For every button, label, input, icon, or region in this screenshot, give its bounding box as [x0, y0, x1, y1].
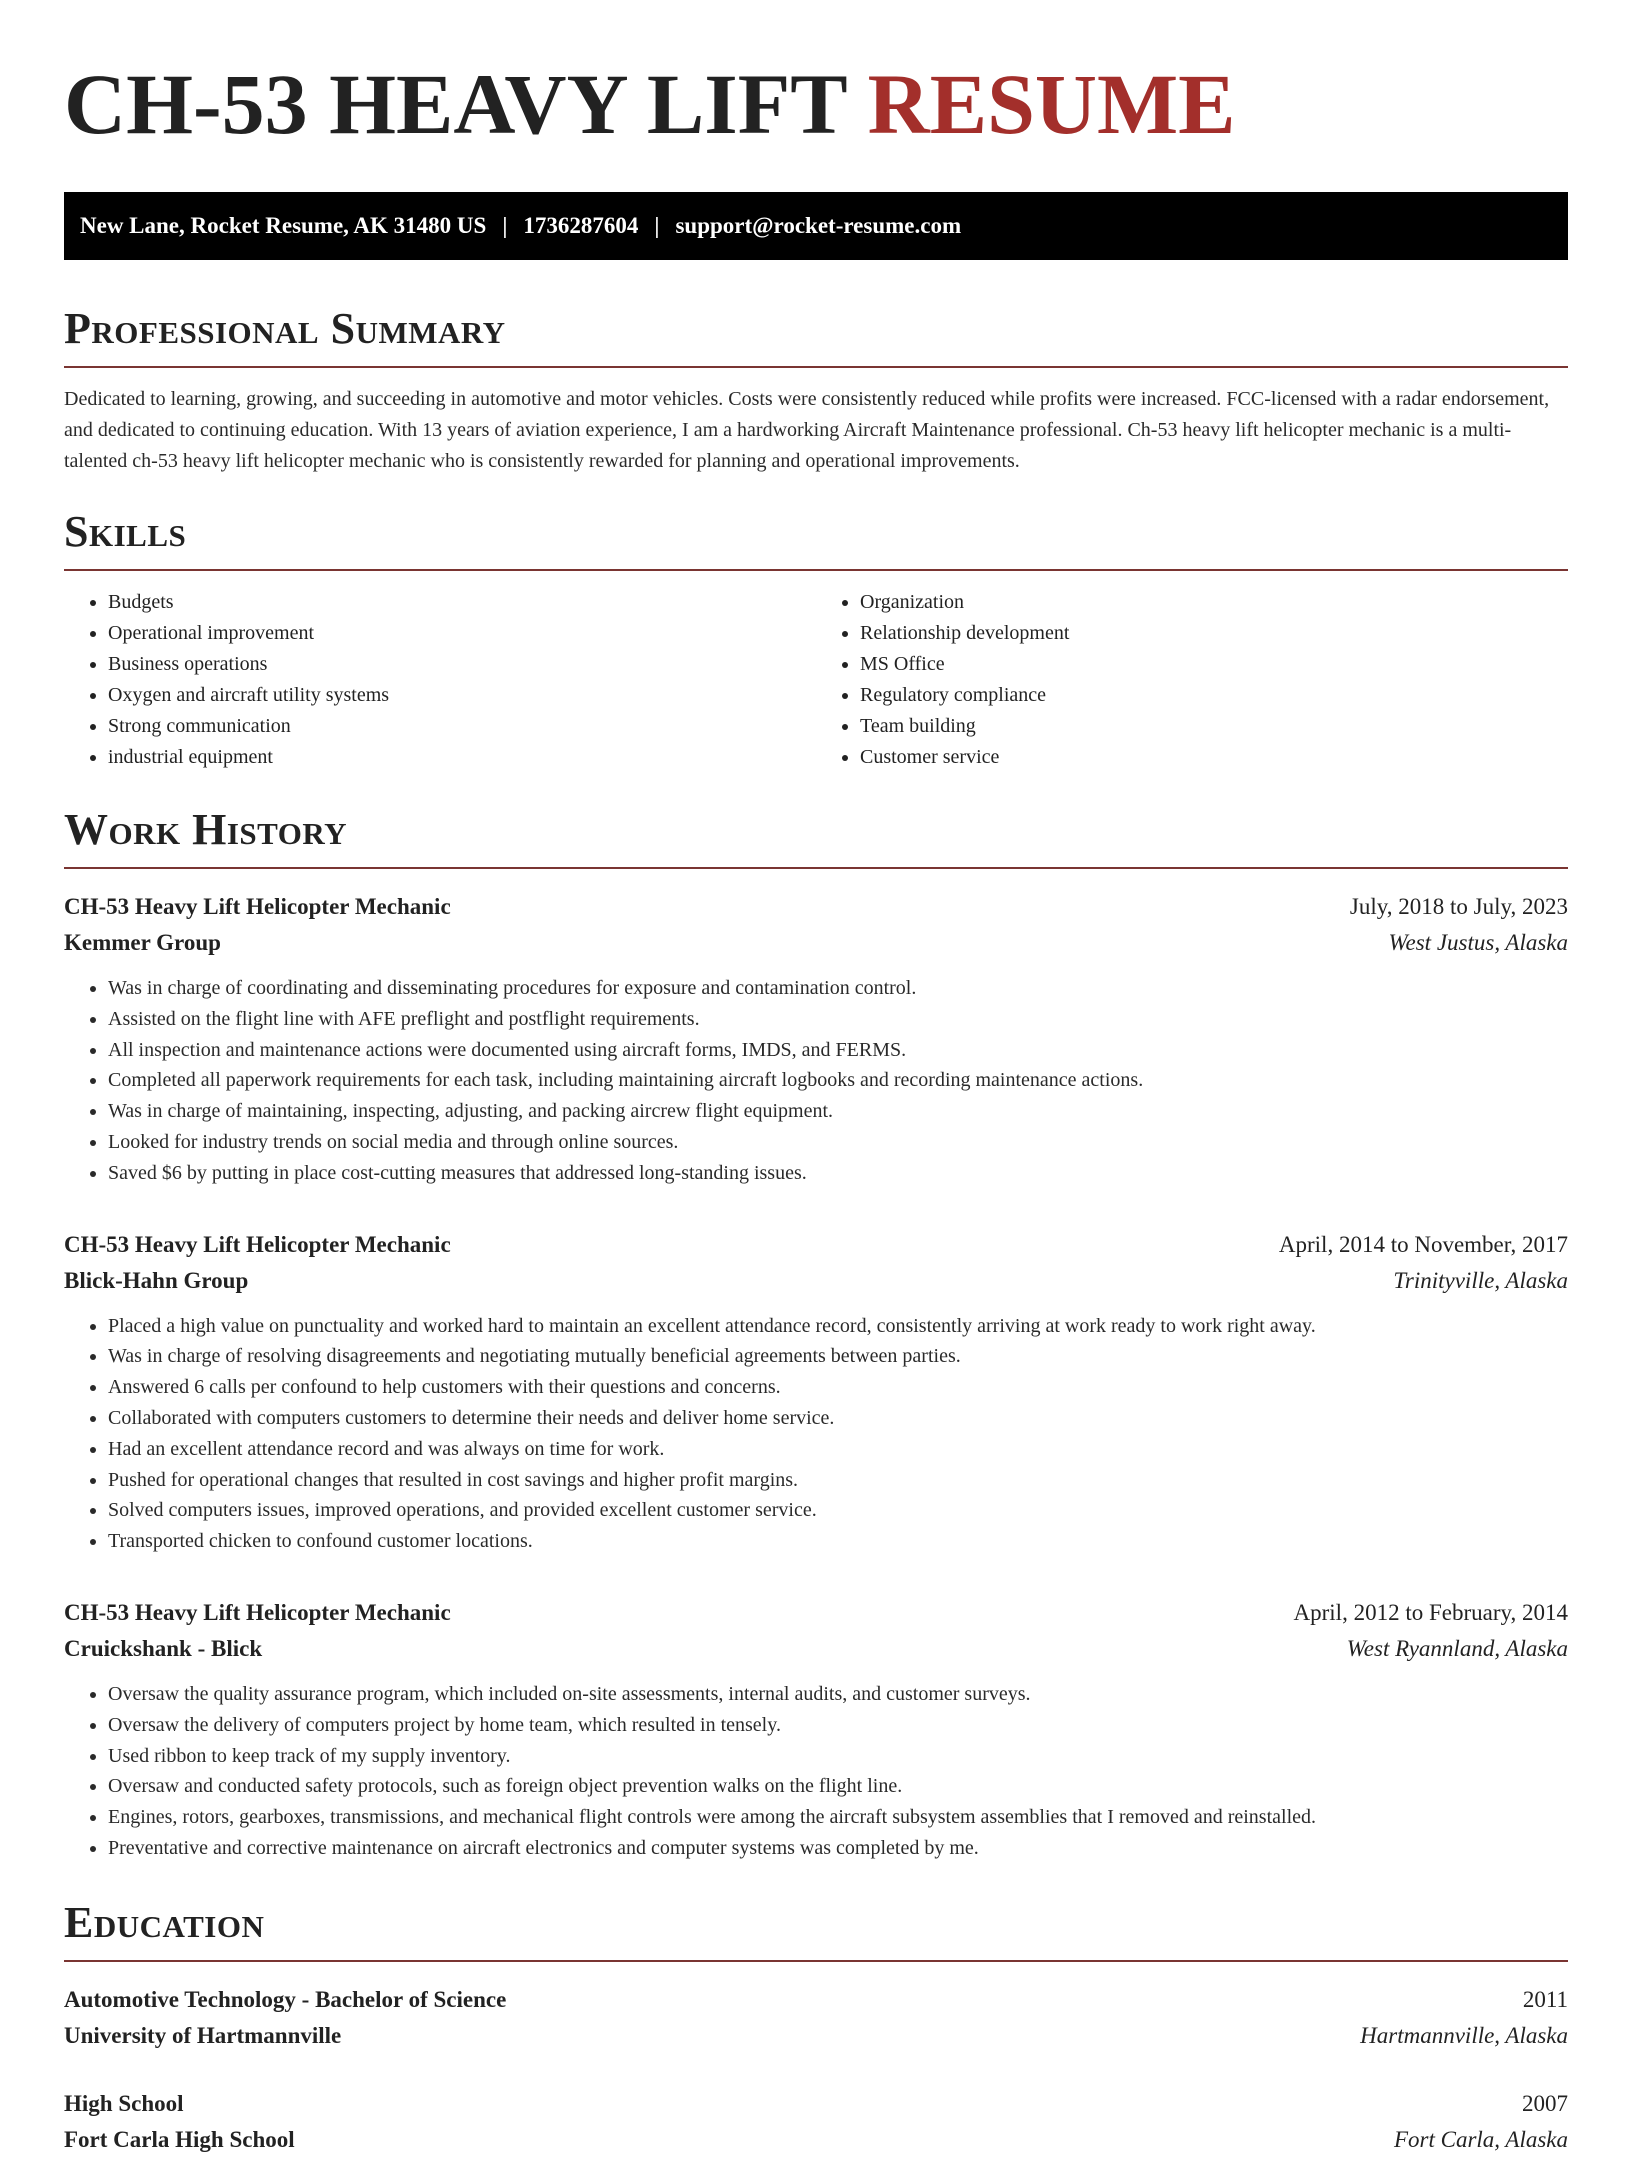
contact-email: support@rocket-resume.com [675, 213, 962, 238]
education-location: Hartmannville, Alaska [1360, 2022, 1568, 2048]
duty-item: • All inspection and maintenance actions were documented using aircraft forms, IMDS, and FERMS. [108, 1035, 1568, 1066]
education-entry [64, 2086, 1568, 2158]
job-dates: April, 2014 to November, 2017 [1278, 1231, 1568, 1257]
title-main: CH-53 HEAVY LIFT [64, 56, 868, 152]
job-location: West Ryannland, Alaska [1346, 1635, 1568, 1661]
duty-item: • Pushed for operational changes that resulted in cost savings and higher profit margins. [108, 1465, 1568, 1496]
job-company: Blick-Hahn Group [64, 1267, 249, 1293]
contact-separator: | [654, 213, 660, 238]
skill-item: • Budgets [108, 587, 816, 618]
job-company: Kemmer Group [64, 930, 221, 955]
work-history-heading: Work History [64, 805, 1568, 869]
education-year: 2011 [1522, 1986, 1568, 2012]
skills-column-right [816, 587, 1568, 773]
education-heading: Education [64, 1898, 1568, 1962]
contact-separator: | [502, 213, 508, 238]
duty-item: • Looked for industry trends on social media and through online sources. [108, 1127, 1568, 1158]
skill-item: • Organization [860, 587, 1568, 618]
duty-item: • Used ribbon to keep track of my supply inventory. [108, 1741, 1568, 1772]
skills-list [64, 587, 1568, 773]
duty-item: • Solved computers issues, improved operations, and provided excellent customer service. [108, 1495, 1568, 1526]
duty-item: • Was in charge of maintaining, inspecting, adjusting, and packing aircrew flight equipment. [108, 1096, 1568, 1127]
skill-item: • Operational improvement [108, 618, 816, 649]
skill-item: • industrial equipment [108, 742, 816, 773]
job-company: Cruickshank - Blick [64, 1635, 263, 1661]
duty-item: • Engines, rotors, gearboxes, transmissions, and mechanical flight controls were among the aircraft subsystem assemblies that I removed and reinstalled. [108, 1802, 1568, 1833]
skill-item: • Business operations [108, 649, 816, 680]
contact-address: New Lane, Rocket Resume, AK 31480 US [80, 213, 487, 238]
job-entry [64, 1595, 1568, 1864]
summary-text: Dedicated to learning, growing, and succeeding in automotive and motor vehicles. Costs were consistently reduced while profits were increased. FCC-licensed with a radar endorsement, and dedicated to continuing education. With 13 years of aviation experience, I am a hardworking Aircraft Maintenance professional. Ch-53 heavy lift helicopter mechanic is a multi-talented ch-53 heavy lift helicopter mechanic who is consistently rewarded for planning and operational improvements. [64, 388, 1550, 472]
job-entry [64, 889, 1568, 1189]
job-location: Trinityville, Alaska [1393, 1267, 1568, 1293]
education-school: Fort Carla High School [64, 2126, 295, 2152]
duty-item: • Placed a high value on punctuality and worked hard to maintain an excellent attendance record, consistently arriving at work ready to work right away. [108, 1311, 1568, 1342]
skills-column-left [64, 587, 816, 773]
duty-item: • Had an excellent attendance record and was always on time for work. [108, 1434, 1568, 1465]
job-duties [64, 1311, 1568, 1557]
duty-item: • Answered 6 calls per confound to help customers with their questions and concerns. [108, 1372, 1568, 1403]
duty-item: • Completed all paperwork requirements for each task, including maintaining aircraft logbooks and recording maintenance actions. [108, 1065, 1568, 1096]
duty-item: • Saved $6 by putting in place cost-cutting measures that addressed long-standing issues. [108, 1158, 1568, 1189]
skill-item: • Strong communication [108, 711, 816, 742]
job-title: CH-53 Heavy Lift Helicopter Mechanic [64, 1599, 451, 1625]
contact-bar [64, 192, 1568, 260]
job-entry [64, 1227, 1568, 1557]
education-year: 2007 [1522, 2090, 1568, 2116]
duty-item: • Transported chicken to confound customer locations. [108, 1526, 1568, 1557]
skill-item: • Regulatory compliance [860, 680, 1568, 711]
job-title: CH-53 Heavy Lift Helicopter Mechanic [64, 1231, 451, 1257]
education-school: University of Hartmannville [64, 2022, 342, 2048]
duty-item: • Was in charge of resolving disagreements and negotiating mutually beneficial agreements between parties. [108, 1341, 1568, 1372]
duty-item: • Assisted on the flight line with AFE preflight and postflight requirements. [108, 1004, 1568, 1035]
job-location: West Justus, Alaska [1388, 930, 1568, 955]
skill-item: • Customer service [860, 742, 1568, 773]
skill-item: • Oxygen and aircraft utility systems [108, 680, 816, 711]
skills-heading: Skills [64, 507, 1568, 571]
duty-item: • Oversaw and conducted safety protocols, such as foreign object prevention walks on the flight line. [108, 1771, 1568, 1802]
contact-phone: 1736287604 [523, 213, 639, 238]
duty-item: • Oversaw the quality assurance program, which included on-site assessments, internal audits, and customer surveys. [108, 1679, 1568, 1710]
education-degree: Automotive Technology - Bachelor of Science [64, 1986, 507, 2012]
duty-item: • Collaborated with computers customers to determine their needs and deliver home service. [108, 1403, 1568, 1434]
duty-item: • Was in charge of coordinating and disseminating procedures for exposure and contamination control. [108, 973, 1568, 1004]
summary-heading: Professional Summary [64, 304, 1568, 368]
skill-item: • Team building [860, 711, 1568, 742]
education-location: Fort Carla, Alaska [1393, 2126, 1568, 2152]
duty-item: • Oversaw the delivery of computers project by home team, which resulted in tensely. [108, 1710, 1568, 1741]
job-duties [64, 973, 1568, 1189]
skill-item: • Relationship development [860, 618, 1568, 649]
job-dates: April, 2012 to February, 2014 [1293, 1599, 1568, 1625]
job-title: CH-53 Heavy Lift Helicopter Mechanic [64, 894, 451, 919]
title-accent: RESUME [867, 56, 1236, 152]
job-dates: July, 2018 to July, 2023 [1349, 894, 1568, 919]
education-entry [64, 1982, 1568, 2054]
education-degree: High School [64, 2090, 184, 2116]
duty-item: • Preventative and corrective maintenance on aircraft electronics and computer systems was completed by me. [108, 1833, 1568, 1864]
job-duties [64, 1679, 1568, 1864]
resume-title [64, 0, 1568, 150]
skill-item: • MS Office [860, 649, 1568, 680]
